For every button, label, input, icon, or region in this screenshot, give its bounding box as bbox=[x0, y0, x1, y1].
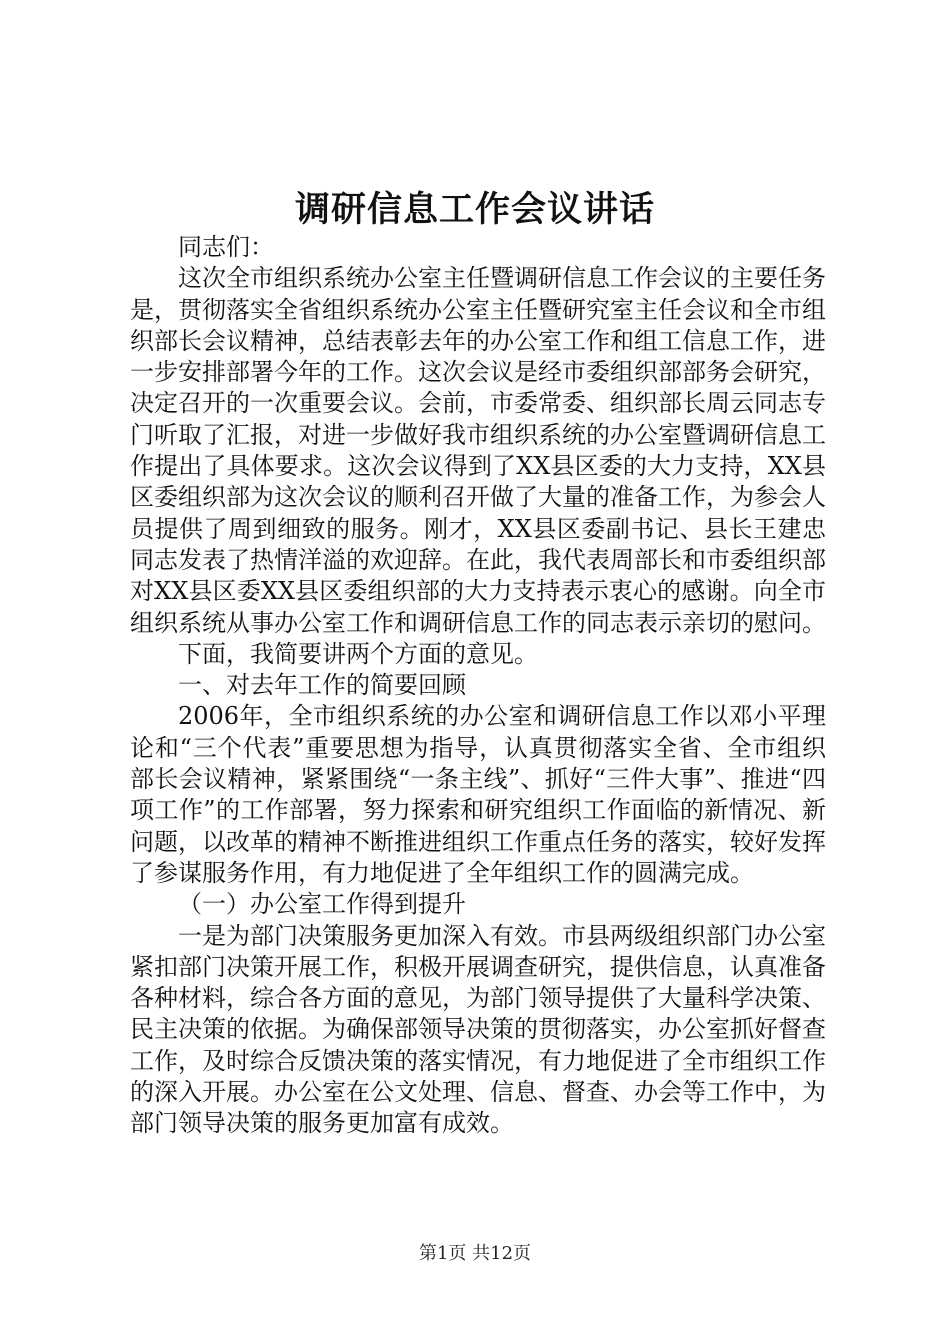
body-paragraph: 2006年，全市组织系统的办公室和调研信息工作以邓小平理论和“三个代表”重要思想为指导，认真贯彻落实全省、全市组织部长会议精神，紧紧围绕“一条主线”、抓好“三件大事”、推进“四项工作”的工作部署，努力探索和研究组织工作面临的新情况、新问题，以改革的精神不断推进组织工作重点任务的落实，较好发挥了参谋服务作用，有力地促进了全年组织工作的圆满完成。 bbox=[130, 702, 826, 887]
subsection-heading: （一）办公室工作得到提升 bbox=[178, 890, 466, 919]
salutation-paragraph: 同志们： bbox=[178, 233, 274, 261]
section-heading: 一、对去年工作的简要回顾 bbox=[178, 671, 466, 700]
body-paragraph: 下面，我简要讲两个方面的意见。 bbox=[178, 639, 538, 668]
page-footer: 第1页 共12页 bbox=[418, 1243, 532, 1264]
body-paragraph: 一是为部门决策服务更加深入有效。市县两级组织部门办公室紧扣部门决策开展工作，积极开展调查研究，提供信息，认真准备各种材料，综合各方面的意见，为部门领导提供了大量科学决策、民主决策的依据。为确保部领导决策的贯彻落实，办公室抓好督查工作，及时综合反馈决策的落实情况，有力地促进了全市组织工作的深入开展。办公室在公文处理、信息、督查、办会等工作中，为部门领导决策的服务更加富有成效。 bbox=[130, 921, 826, 1138]
document-body bbox=[130, 232, 826, 1140]
body-paragraph: 这次全市组织系统办公室主任暨调研信息工作会议的主要任务是，贯彻落实全省组织系统办公室主任暨研究室主任会议和全市组织部长会议精神，总结表彰去年的办公室工作和组工信息工作，进一步安排部署今年的工作。这次会议是经市委组织部部务会研究，决定召开的一次重要会议。会前，市委常委、组织部长周云同志专门听取了汇报，对进一步做好我市组织系统的办公室暨调研信息工作提出了具体要求。这次会议得到了XX县区委的大力支持，XX县区委组织部为这次会议的顺利召开做了大量的准备工作，为参会人员提供了周到细致的服务。刚才，XX县区委副书记、县长王建忠同志发表了热情洋溢的欢迎辞。在此，我代表周部长和市委组织部对XX县区委XX县区委组织部的大力支持表示衷心的感谢。向全市组织系统从事办公室工作和调研信息工作的同志表示亲切的慰问。 bbox=[130, 264, 826, 637]
document-title: 调研信息工作会议讲话 bbox=[294, 189, 655, 230]
